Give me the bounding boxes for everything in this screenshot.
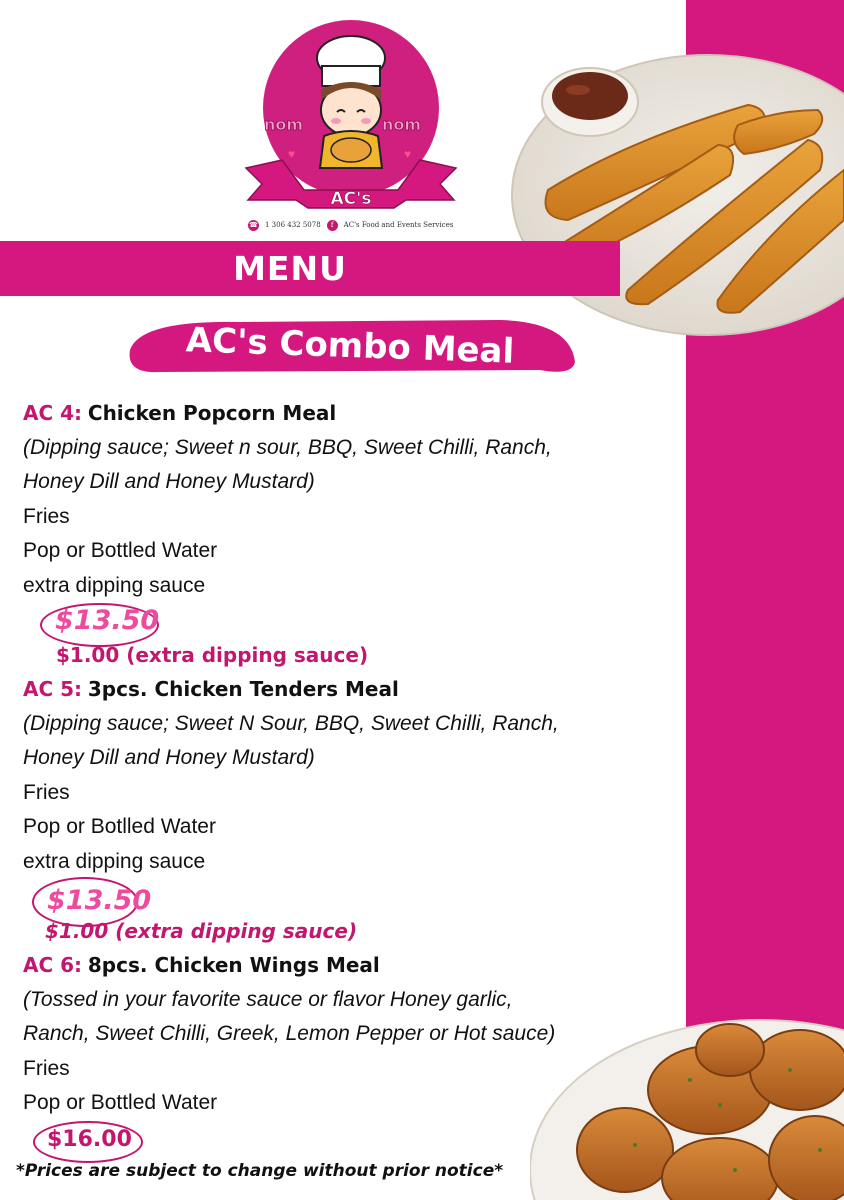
- svg-text:AC's: AC's: [330, 189, 372, 209]
- chicken-wings-image: [530, 1010, 844, 1200]
- item-name: 8pcs. Chicken Wings Meal: [87, 953, 380, 977]
- item-description: Honey Dill and Honey Mustard): [23, 470, 315, 493]
- price-line: [23, 603, 683, 638]
- contact-info: [248, 216, 478, 234]
- item-side: Fries: [23, 504, 70, 528]
- price-line: [23, 879, 683, 914]
- item-heading: [23, 396, 683, 431]
- item-side: Fries: [23, 780, 70, 804]
- menu-header-band: [0, 241, 620, 296]
- item-name: 3pcs. Chicken Tenders Meal: [87, 677, 399, 701]
- item-heading: [23, 672, 683, 707]
- price-notice: *Prices are subject to change without prior notice*: [16, 1161, 504, 1181]
- item-heading: [23, 948, 683, 983]
- item-description: (Dipping sauce; Sweet n sour, BBQ, Sweet Chilli, Ranch,: [23, 435, 552, 459]
- item-code: AC 6:: [23, 953, 83, 977]
- extra-sauce-price: $1.00 (extra dipping sauce): [45, 918, 358, 943]
- menu-heading: MENU: [233, 249, 347, 288]
- item-description: (Tossed in your favorite sauce or flavor Honey garlic,: [23, 987, 513, 1011]
- item-side: Pop or Botlled Water: [23, 815, 216, 838]
- svg-text:nom: nom: [382, 115, 422, 134]
- item-price: $13.50: [47, 885, 152, 916]
- item-description: Ranch, Sweet Chilli, Greek, Lemon Pepper or Hot sauce): [23, 1022, 556, 1045]
- item-side: extra dipping sauce: [23, 573, 206, 597]
- facebook-icon: f: [327, 220, 338, 231]
- facebook-page: AC's Food and Events Services: [343, 221, 454, 229]
- item-description: (Dipping sauce; Sweet N Sour, BBQ, Sweet Chilli, Ranch,: [23, 711, 559, 735]
- chicken-tenders-image: [508, 50, 844, 340]
- phone-number: 1 306 432 5078: [265, 221, 321, 229]
- item-code: AC 5:: [23, 677, 83, 701]
- phone-icon: ☎: [249, 220, 258, 229]
- item-price: $16.00: [47, 1126, 132, 1152]
- svg-text:nom: nom: [264, 115, 304, 134]
- item-side: Pop or Bottled Water: [23, 1091, 218, 1114]
- svg-text:♥: ♥: [404, 147, 412, 161]
- brand-logo: [244, 18, 459, 236]
- svg-text:♥: ♥: [288, 147, 296, 161]
- item-code: AC 4:: [23, 401, 83, 425]
- section-title: AC's Combo Meal: [185, 320, 515, 372]
- item-price: $13.50: [55, 605, 160, 636]
- extra-sauce-price: $1.00 (extra dipping sauce): [56, 642, 369, 667]
- item-description: Honey Dill and Honey Mustard): [23, 746, 315, 769]
- item-side: extra dipping sauce: [23, 849, 206, 873]
- item-side: Fries: [23, 1056, 70, 1080]
- item-name: Chicken Popcorn Meal: [87, 401, 337, 425]
- item-side: Pop or Bottled Water: [23, 539, 218, 562]
